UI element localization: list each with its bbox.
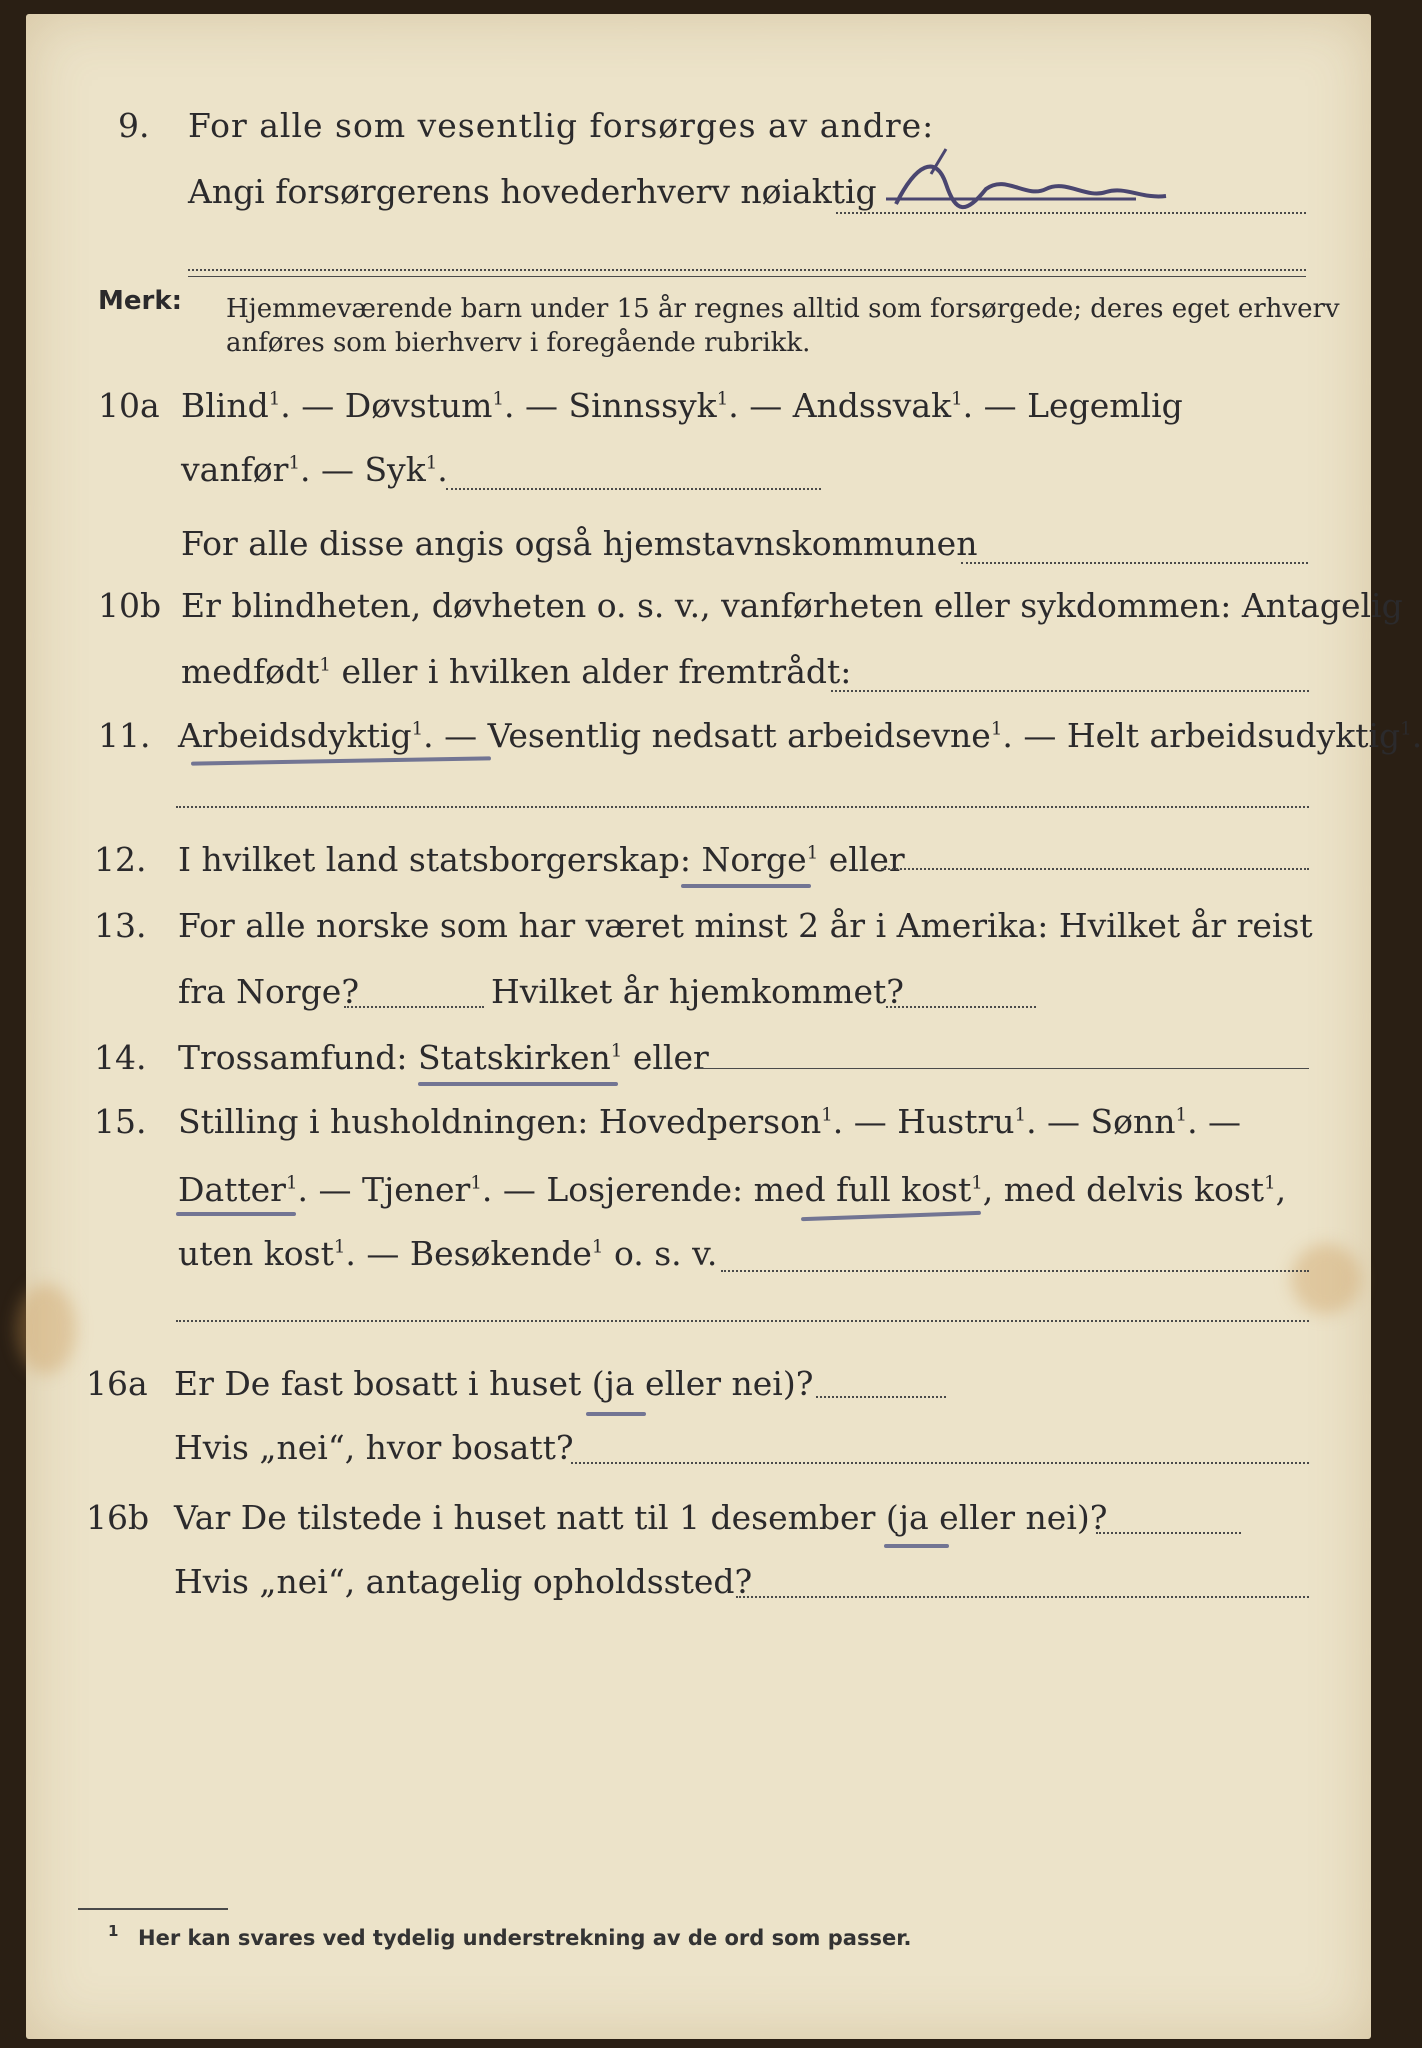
question-number: 10b (98, 586, 162, 625)
paper-stain (16, 1284, 76, 1374)
footnote-rule (78, 1908, 228, 1910)
question-text: For alle norske som har været minst 2 år i Amerika: Hvilket år reist (178, 906, 1313, 945)
question-number: 14. (94, 1038, 147, 1077)
answer-line[interactable] (881, 868, 1309, 870)
question-text: vanfør$^1$. — Syk$^1$. (181, 450, 448, 489)
question-number: 16b (86, 1498, 150, 1537)
question-text: Hvis „nei“, antagelig opholdssted? (174, 1562, 753, 1601)
question-number: 10a (98, 386, 160, 425)
footnote-mark: 1 (108, 1922, 119, 1940)
question-text: For alle disse angis også hjemstavnskommunen (181, 524, 978, 563)
note-text: anføres som bierhverv i foregående rubrikk. (226, 328, 811, 358)
handwritten-underline (884, 1544, 949, 1548)
answer-line[interactable] (344, 1006, 484, 1008)
question-text: Blind$^1$. — Døvstum$^1$. — Sinnssyk$^1$. — Andssvak$^1$. — Legemlig (181, 386, 1183, 425)
question-number: 12. (94, 840, 147, 879)
answer-line[interactable] (176, 1320, 1309, 1322)
handwritten-underline (191, 756, 491, 765)
divider (188, 276, 1306, 277)
note-text: Hjemmeværende barn under 15 år regnes alltid som forsørgede; deres eget erhverv (226, 294, 1340, 324)
question-text: Hvis „nei“, hvor bosatt? (174, 1428, 574, 1467)
handwritten-underline (801, 1211, 981, 1221)
answer-line[interactable] (176, 806, 1309, 808)
answer-line[interactable] (961, 562, 1308, 564)
question-text: Hvilket år hjemkommet? (491, 972, 904, 1011)
question-text: Trossamfund: Statskirken$^1$ eller (178, 1038, 709, 1077)
footnote-text: Her kan svares ved tydelig understrekning av de ord som passer. (138, 1926, 912, 1950)
answer-line[interactable] (886, 1006, 1036, 1008)
answer-line[interactable] (816, 1396, 946, 1398)
census-form-page (26, 14, 1422, 2039)
handwritten-underline (586, 1412, 646, 1416)
answer-line[interactable] (188, 269, 1306, 271)
question-number: 15. (94, 1102, 147, 1141)
answer-line[interactable] (571, 1462, 1309, 1464)
question-number: 11. (98, 716, 151, 755)
question-number: 16a (86, 1364, 148, 1403)
handwritten-underline (681, 884, 811, 888)
question-text: For alle som vesentlig forsørges av andre: (188, 106, 935, 145)
handwritten-underline (176, 1212, 296, 1216)
question-text: uten kost$^1$. — Besøkende$^1$ o. s. v. (178, 1234, 718, 1273)
question-number: 9. (118, 106, 150, 145)
question-number: 13. (94, 906, 147, 945)
answer-line[interactable] (721, 1270, 1309, 1272)
answer-line[interactable] (736, 1596, 1309, 1598)
question-text: medfødt$^1$ eller i hvilken alder fremtrådt: (181, 652, 852, 691)
question-text: Datter$^1$. — Tjener$^1$. — Losjerende: med full kost$^1$, med delvis kost$^1$, (178, 1170, 1287, 1209)
answer-line[interactable] (694, 1068, 1309, 1069)
handwritten-underline (418, 1082, 618, 1086)
question-text: Var De tilstede i huset natt til 1 desember (ja eller nei)? (174, 1498, 1108, 1537)
question-text: Stilling i husholdningen: Hovedperson$^1$. — Hustru$^1$. — Sønn$^1$. — (178, 1102, 1242, 1141)
question-text: Arbeidsdyktig$^1$. — Vesentlig nedsatt arbeidsevne$^1$. — Helt arbeidsudyktig$^1$. (178, 716, 1422, 755)
question-text: I hvilket land statsborgerskap: Norge$^1$ eller (178, 840, 905, 879)
paper-stain (1291, 1244, 1361, 1314)
answer-line[interactable] (1096, 1532, 1241, 1534)
question-text: fra Norge? (178, 972, 360, 1011)
note-label: Merk: (98, 286, 183, 316)
answer-line[interactable] (831, 690, 1309, 692)
handwritten-answer (876, 144, 1176, 224)
answer-line[interactable] (446, 488, 821, 490)
question-text: Er blindheten, døvheten o. s. v., vanførheten eller sykdommen: Antagelig (181, 586, 1403, 625)
question-text: Angi forsørgerens hovederhverv nøiaktig (188, 172, 877, 211)
question-text: Er De fast bosatt i huset (ja eller nei)? (174, 1364, 814, 1403)
